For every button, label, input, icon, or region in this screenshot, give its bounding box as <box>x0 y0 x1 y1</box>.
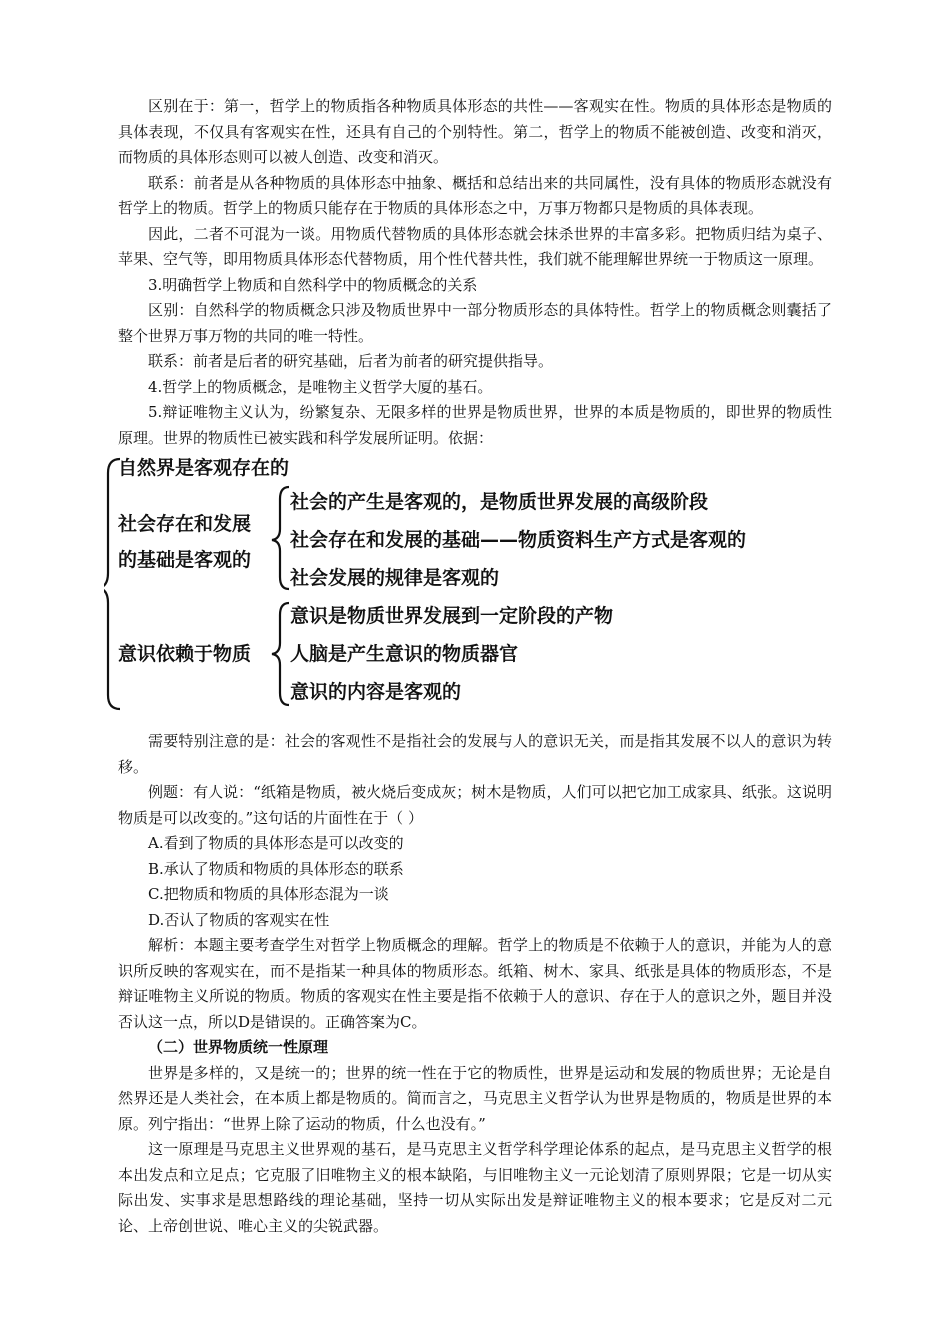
paragraph-world-unity: 世界是多样的，又是统一的；世界的统一性在于它的物质性，世界是运动和发展的物质世界；无论是自然界还是人类社会，在本质上都是物质的。简而言之，马克思主义哲学认为世界是物质的，物质是世界的本原。列宁指出：“世界上除了运动的物质，什么也没有。” <box>118 1063 832 1133</box>
option-d: D.否认了物质的客观实在性 <box>148 910 330 929</box>
paragraph-principle-significance: 这一原理是马克思主义世界观的基石，是马克思主义哲学科学理论体系的起点，是马克思主义哲学的根本出发点和立足点；它克服了旧唯物主义的根本缺陷，与旧唯物主义一元论划清了原则界限；它是一切从实际出发、实事求是思想路线的理论基础，坚持一切从实际出发是辩证唯物主义的根本要求；它是反对二元论、上帝创世说、唯心主义的尖锐武器。 <box>118 1140 832 1235</box>
society-item-3: 社会发展的规律是客观的 <box>290 567 500 589</box>
branch-nature: 自然界是客观存在的 <box>118 457 290 479</box>
consciousness-item-3: 意识的内容是客观的 <box>290 681 462 703</box>
paragraph-connection: 联系：前者是从各种物质的具体形态中抽象、概括和总结出来的共同属性，没有具体的物质形态就没有哲学上的物质。哲学上的物质只能存在于物质的具体形态之中，万事万物都只是物质的具体表现。 <box>118 173 832 217</box>
branch-consciousness: 意识依赖于物质 <box>118 643 252 665</box>
document-body <box>118 94 832 1239</box>
section-heading: （二）世界物质统一性原理 <box>148 1038 329 1056</box>
paragraph-analysis: 解析：本题主要考查学生对哲学上物质概念的理解。哲学上的物质是不依赖于人的意识，并能为人的意识所反映的客观实在，而不是指某一种具体的物质形态。纸箱、树木、家具、纸张是具体的物质形态，不是辩证唯物主义所说的物质。物质的客观实在性主要是指不依赖于人的意识、存在于人的意识之外，题目并没否认这一点，所以D是错误的。正确答案为C。 <box>118 936 832 1031</box>
branch-society-line2: 的基础是客观的 <box>118 549 252 571</box>
paragraph-science-difference: 区别：自然科学的物质概念只涉及物质世界中一部分物质形态的具体特性。哲学上的物质概念则囊括了整个世界万事万物的共同的唯一特性。 <box>118 301 832 345</box>
paragraph-example-question: 例题：有人说：“纸箱是物质，被火烧后变成灰；树木是物质，人们可以把它加工成家具、纸张。这说明物质是可以改变的。”这句话的片面性在于（ ） <box>118 783 832 827</box>
paragraph-science-connection: 联系：前者是后者的研究基础，后者为前者的研究提供指导。 <box>148 352 554 370</box>
paragraph-point-3: 3.明确哲学上物质和自然科学中的物质概念的关系 <box>148 275 478 294</box>
option-a: A.看到了物质的具体形态是可以改变的 <box>148 834 404 852</box>
paragraph-point-4: 4.哲学上的物质概念，是唯物主义哲学大厦的基石。 <box>148 377 493 396</box>
option-b: B.承认了物质和物质的具体形态的联系 <box>148 859 404 878</box>
consciousness-item-1: 意识是物质世界发展到一定阶段的产物 <box>290 605 614 627</box>
consciousness-item-2: 人脑是产生意识的物质器官 <box>290 643 519 665</box>
paragraph-therefore: 因此，二者不可混为一谈。用物质代替物质的具体形态就会抹杀世界的丰富多彩。把物质归结为桌子、苹果、空气等，即用物质具体形态代替物质，用个性代替共性，我们就不能理解世界统一于物质这一原理。 <box>118 224 832 268</box>
option-c: C.把物质和物质的具体形态混为一谈 <box>148 885 389 903</box>
paragraph-special-note: 需要特别注意的是：社会的客观性不是指社会的发展与人的意识无关，而是指其发展不以人的意识为转移。 <box>118 732 832 776</box>
society-item-2: 社会存在和发展的基础——物质资料生产方式是客观的 <box>290 529 747 551</box>
paragraph-point-5: 5.辩证唯物主义认为，纷繁复杂、无限多样的世界是物质世界，世界的本质是物质的，即世界的物质性原理。世界的物质性已被实践和科学发展所证明。依据： <box>118 403 832 447</box>
branch-society-line1: 社会存在和发展 <box>118 513 252 535</box>
basis-brace-diagram <box>104 455 864 721</box>
society-item-1: 社会的产生是客观的，是物质世界发展的高级阶段 <box>290 491 709 513</box>
paragraph-difference: 区别在于：第一，哲学上的物质指各种物质具体形态的共性——客观实在性。物质的具体形态是物质的具体表现，不仅具有客观实在性，还具有自己的个别特性。第二，哲学上的物质不能被创造、改变和消灭，而物质的具体形态则可以被人创造、改变和消灭。 <box>118 97 832 166</box>
